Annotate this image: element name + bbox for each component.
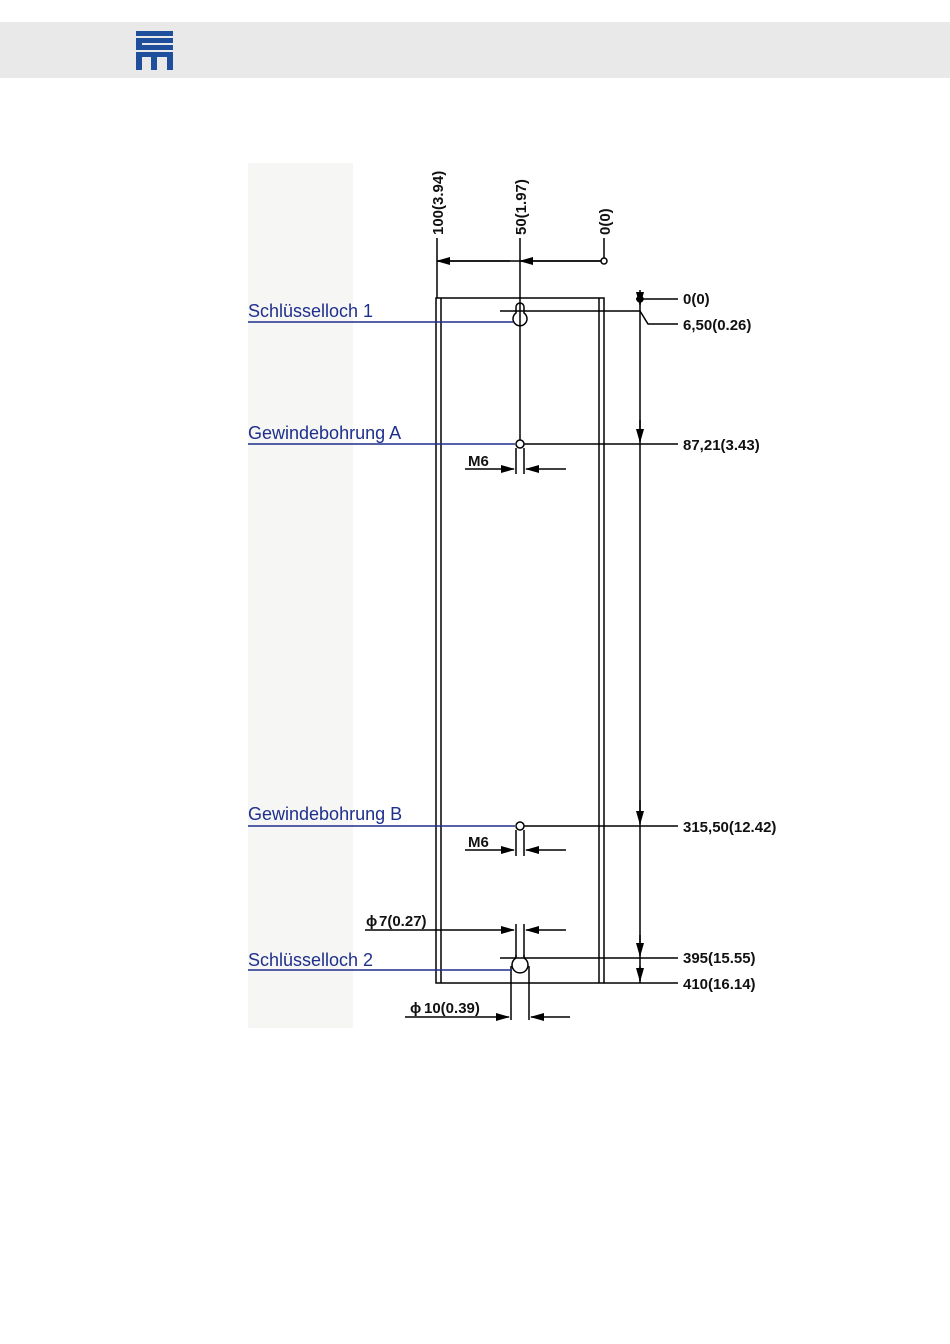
right-dim-0: 0(0) bbox=[683, 291, 710, 308]
diameter-small: 7(0.27) bbox=[379, 913, 427, 930]
top-dim-right: 0(0) bbox=[597, 208, 614, 235]
thread-a-size: M6 bbox=[468, 453, 489, 470]
thread-b-size: M6 bbox=[468, 834, 489, 851]
thread-hole-b bbox=[516, 822, 524, 830]
top-dim-center: 50(1.97) bbox=[513, 179, 530, 235]
thread-a-label: Gewindebohrung A bbox=[248, 423, 402, 443]
right-dim-3: 315,50(12.42) bbox=[683, 819, 777, 836]
top-dim-left: 100(3.94) bbox=[430, 170, 447, 235]
drawing-background bbox=[248, 163, 353, 1028]
right-dim-1: 6,50(0.26) bbox=[683, 317, 752, 334]
right-dim-5: 410(16.14) bbox=[683, 976, 756, 993]
keyhole-1-label: Schlüsselloch 1 bbox=[248, 301, 374, 321]
right-dim-4: 395(15.55) bbox=[683, 950, 756, 967]
thread-hole-a bbox=[516, 440, 524, 448]
diameter-large: 10(0.39) bbox=[424, 1000, 480, 1017]
keyhole-2-label: Schlüsselloch 2 bbox=[248, 950, 374, 970]
right-dim-2: 87,21(3.43) bbox=[683, 437, 760, 454]
thread-b-label: Gewindebohrung B bbox=[248, 804, 403, 824]
diameter-large-symbol: ϕ bbox=[410, 1000, 422, 1017]
diameter-small-symbol: ϕ bbox=[366, 913, 378, 930]
